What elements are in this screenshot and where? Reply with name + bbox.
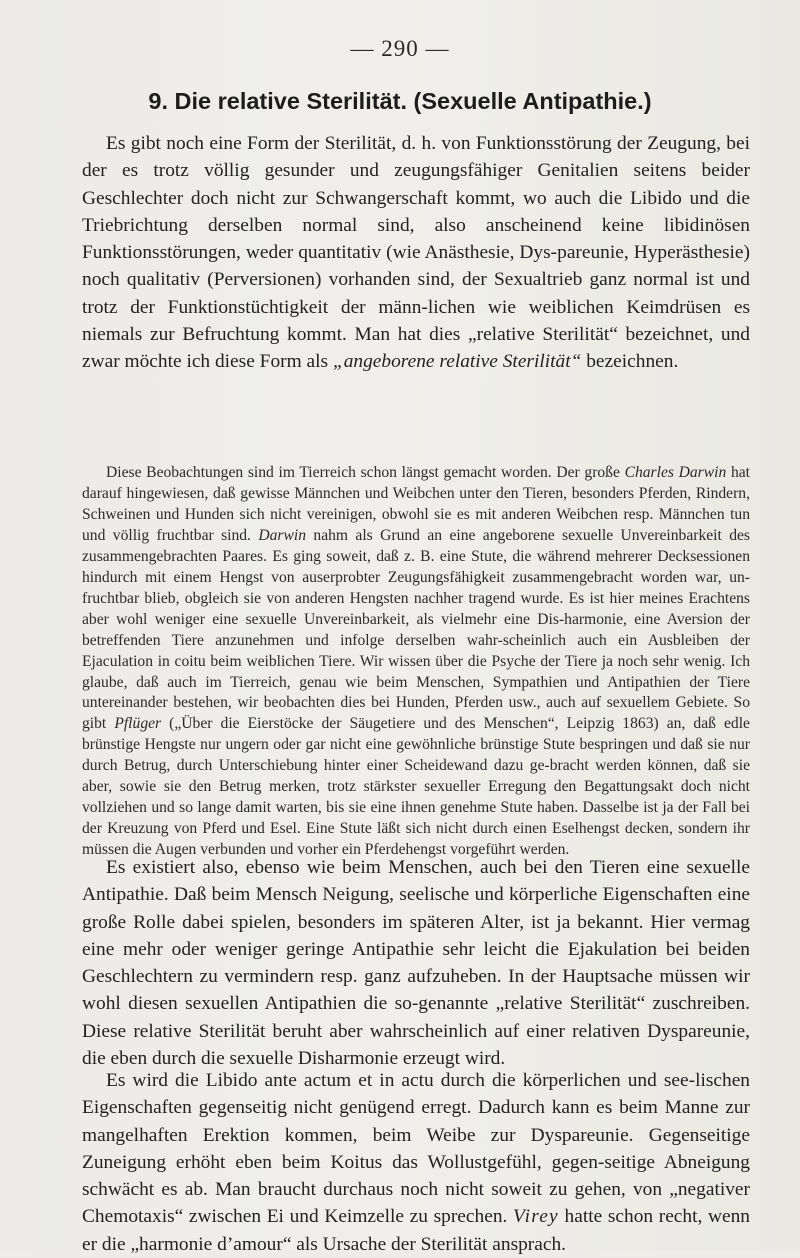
page-number: — 290 — [350, 36, 450, 61]
paragraph-libido [82, 1067, 750, 1258]
emphasis-angeborene-sterilitaet: „angeborene relative Sterilität“ [332, 351, 582, 373]
paragraph-libido-part2: hatte schon recht, wenn er die „harmonie d’amour“ als Ursache der Sterilität ansprach. [82, 1206, 750, 1255]
paragraph-animal-part2: hat darauf hingewiesen, daß gewisse Männchen und Weibchen unter den Tieren, besonders Pferden, Rindern, Schweinen und Hunden sich nicht vereinigen, obwohl sie es mit anderen Weibchen resp. Männchen tun und völlig fruchtbar sind. [82, 464, 750, 544]
paragraph-animal-part4: („Über die Eierstöcke der Säugetiere und des Menschen“, Leipzig 1863) an, daß edle brünstige Hengste nur ungern oder gar nicht eine gewöhnliche brünstige Stute bespringen und daß sie nur durch Betrug, durch Unterschiebung hinter einer Scheidewand dazu ge-bracht werden können, daß sie aber, sowie sie den Betrug merken, trotz stärkster sexueller Erregung den Begattungsakt doch nicht vollziehen und so lange damit warten, bis sie eine ihnen genehme Stute haben. Dasselbe ist ja der Fall bei der Kreuzung von Pferd und Esel. Eine Stute läßt sich nicht durch einen Eselhengst decken, sondern ihr müssen die Augen verbunden und vorher ein Pferdehengst vorgeführt werden. [82, 715, 750, 859]
paragraph-antipathy-text: Es existiert also, ebenso wie beim Menschen, auch bei den Tieren eine sexuelle Antipathie. Daß beim Mensch Neigung, seelische und körperliche Eigenschaften eine große Rolle dabei spielen, besonders im späteren Alter, ist ja bekannt. Hier vermag eine mehr oder weniger geringe Antipathie sehr leicht die Ejakulation bei beiden Geschlechtern zu vermindern resp. ganz aufzuheben. In der Hauptsache müssen wir wohl diesen sexuellen Antipathien die so-genannte „relative Sterilität“ zuschreiben. Diese relative Sterilität beruht aber wahrscheinlich auf einer relativen Dyspareunie, die eben durch die sexuelle Disharmonie erzeugt wird. [82, 857, 750, 1070]
paragraph-intro-text [82, 130, 750, 376]
paragraph-animal-observations [82, 463, 750, 861]
name-darwin: Darwin [258, 526, 307, 544]
name-pflueger: Pflüger [114, 715, 162, 733]
name-charles-darwin: Charles Darwin [624, 464, 727, 481]
paragraph-intro-part1: Es gibt noch eine Form der Sterilität, d. h. von Funktionsstörung der Zeugung, bei der es trotz völlig gesunder und zeugungsfähiger Genitalien seitens beider Geschlechter doch nicht zur Schwangerschaft kommt, wo auch die Libido und die Triebrichtung derselben normal sind, also anscheinend keine libidinösen Funktionsstörungen, weder quantitativ (wie Anästhesie, Dys-pareunie, Hyperästhesie) noch qualitativ (Perversionen) vorhanden sind, der Sexualtrieb ganz normal ist und trotz der Funktionstüchtigkeit der männ-lichen wie weiblichen Keimdrüsen es niemals zur Befruchtung kommt. Man hat dies „relative Sterilität“ bezeichnet, und zwar möchte ich diese Form als [82, 133, 750, 373]
paragraph-animal-part1: Diese Beobachtungen sind im Tierreich schon längst gemacht worden. Der große [106, 464, 625, 481]
paragraph-libido-text [82, 1067, 750, 1258]
paragraph-animal-text [82, 463, 750, 861]
paragraph-libido-part1: Es wird die Libido ante actum et in actu durch die körperlichen und see-lischen Eigenschaften gegenseitig nicht genügend erregt. Dadurch kann es beim Manne zur mangelhaften Erektion kommen, beim Weibe zur Dyspareunie. Gegenseitige Zuneigung erhöht eben beim Koitus das Wollustgefühl, gegen-seitige Abneigung schwächt es ab. Man braucht durchaus noch nicht soweit zu gehen, von „negativer Chemotaxis“ zwischen Ei und Keimzelle zu sprechen. [82, 1070, 750, 1228]
name-virey: Virey [513, 1206, 559, 1228]
paragraph-sexual-antipathy [82, 854, 750, 1072]
paragraph-intro [82, 130, 750, 376]
paragraph-intro-part2: bezeichnen. [581, 351, 679, 373]
paragraph-animal-part3: nahm als Grund an eine angeborene sexuelle Unvereinbarkeit des zusammengebrachten Paares. Es ging soweit, daß z. B. eine Stute, die während mehrerer Decksessionen hindurch mit einem Hengst von auserprobter Zeugungsfähigkeit zusammengebracht worden war, un-fruchtbar blieb, obgleich sie von anderen Hengsten nachher tragend wurde. Es ist hier meines Erachtens aber wohl weniger eine sexuelle Unvereinbarkeit, als vielmehr eine Dis-harmonie, eine Aversion der betreffenden Tiere anzunehmen und infolge derselben wahr-scheinlich auch ein Ausbleiben der Ejaculation in coitu beim weiblichen Tiere. Wir wissen über die Psyche der Tiere ja noch sehr wenig. Ich glaube, daß auch im Tierreich, genau wie beim Menschen, Sympathien und Antipathien der Tiere untereinander bestehen, wir beobachten dies bei Hunden, Pferden usw., auch auf sexuellem Gebiete. So gibt [82, 526, 750, 733]
section-heading: 9. Die relative Sterilität. (Sexuelle Antipathie.) [148, 88, 652, 114]
